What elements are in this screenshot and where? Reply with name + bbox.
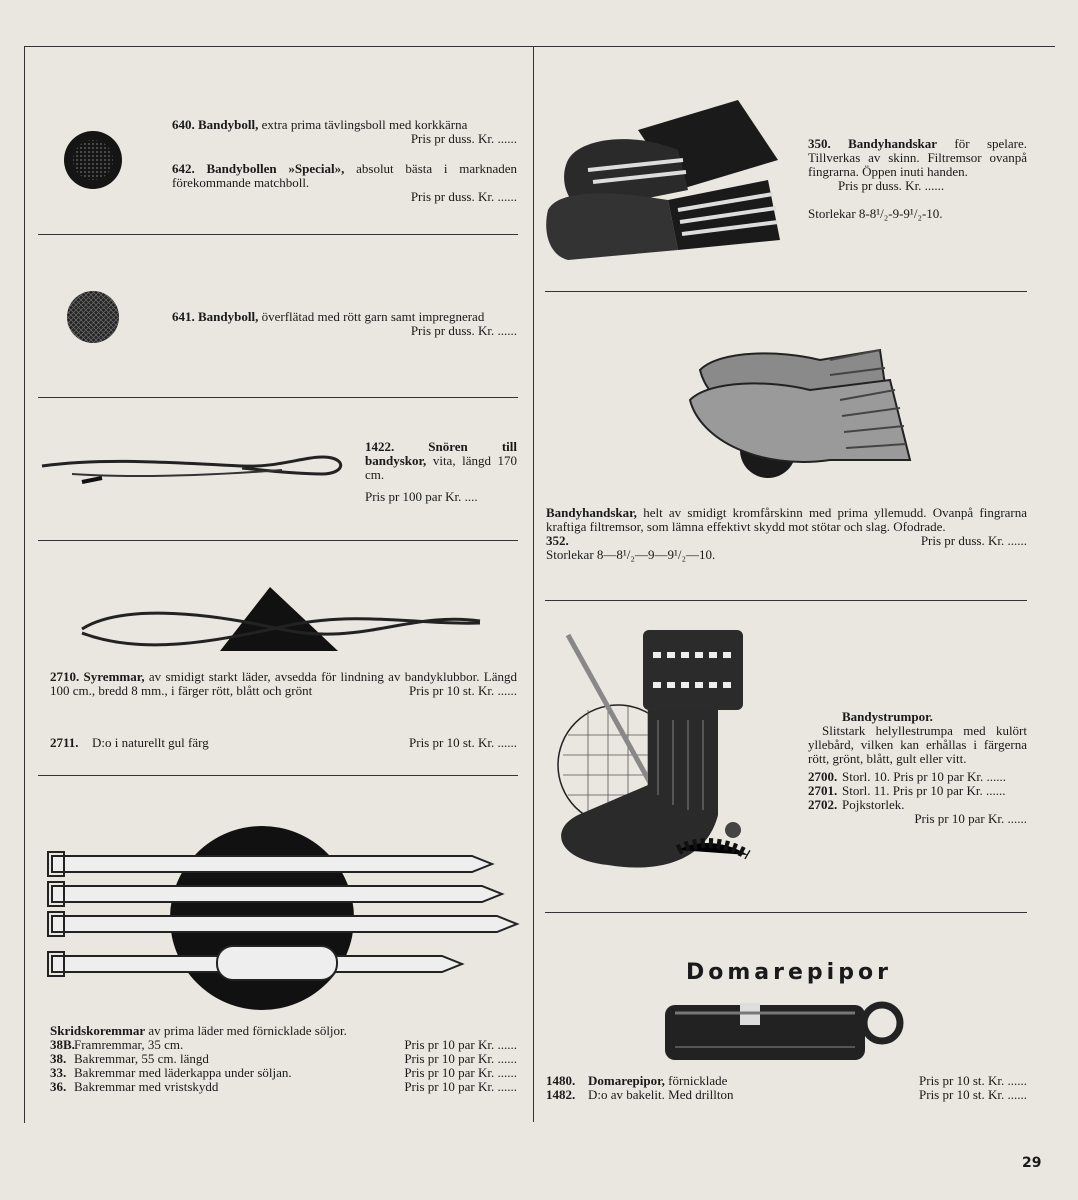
item-640: 640. Bandyboll, extra prima tävlingsboll med korkkärna Pris pr duss. Kr. ...... xyxy=(172,117,517,146)
player-gloves-illustration xyxy=(548,90,788,270)
item-1422: 1422. Snören till bandyskor, vita, längd 170 cm. Pris pr 100 par Kr. .... xyxy=(365,439,517,504)
bandy-socks-illustration xyxy=(548,625,808,885)
divider xyxy=(545,600,1027,601)
knitted-ball-illustration xyxy=(66,290,120,344)
divider xyxy=(38,540,518,541)
skate-straps-illustration xyxy=(42,820,522,1020)
item-2710: 2710. Syremmar, av smidigt starkt läder, avsedda för lindning av bandyklubbor. Längd 100 cm., bredd 8 mm., i färger rött, blått och grönt Pris pr 10 st. Kr. ...... xyxy=(50,669,517,698)
wrapping-straps-illustration xyxy=(80,585,500,655)
divider xyxy=(38,234,518,235)
item-352: Bandyhandskar, helt av smidigt kromfårskinn med prima yllemudd. Ovanpå fingrarna kraftiga filtremsor, som lämna effektivt skydd mot stötar och slag. Ofodrade. 352. Pris pr duss. Kr. ...... Storlekar 8—8¹/₂—9—9¹/₂—10. xyxy=(546,505,1028,562)
shoe-laces-illustration xyxy=(42,448,362,498)
socks-block: Bandystrumpor. Slitstark helyllestrumpa med kulört yllebård, vilken kan erhållas i färgerna rött, grönt, blått, gult eller vitt. 2700. Storl. 10. Pris pr 10 par Kr. ...... 2701. Storl. 11. Pris pr 10 par Kr. ...... 2702. Pojkstorlek. Pris pr 10 par Kr. ...... xyxy=(808,709,1027,826)
bandy-ball-illustration xyxy=(63,130,123,190)
page-number: 29 xyxy=(1022,1155,1042,1171)
skate-straps-list: Skridskoremmar av prima läder med förnicklade söljor. 38B. Framremmar, 35 cm. Pris pr 10 par Kr. ...... 38. Bakremmar, 55 cm. längd Pris pr 10 par Kr. ...... 33. Bakremmar med läderkappa under söljan. Pris pr 10 par Kr. ...... 36. Bakremmar med vristskydd Pris pr 10 par Kr. ...... xyxy=(50,1023,517,1094)
divider xyxy=(38,397,518,398)
whistles-list: 1480. Domarepipor, förnicklade Pris pr 10 st. Kr. ...... 1482. D:o av bakelit. Med drillton Pris pr 10 st. Kr. ...... xyxy=(546,1073,1027,1102)
item-642: 642. Bandybollen »Special», absolut bästa i marknaden förekommande matchboll. Pris pr duss. Kr. ...... xyxy=(172,161,518,204)
item-641: 641. Bandyboll, överflätad med rött garn samt impregnerad Pris pr duss. Kr. ...... xyxy=(172,309,517,338)
divider xyxy=(545,291,1027,292)
item-350: 350. Bandyhandskar för spelare. Tillverkas av skinn. Filtremsor ovanpå fingrarna. Öppen inuti handen. Pris pr duss. Kr. ...... Storlekar 8-8¹/₂-9-9¹/₂-10. xyxy=(808,136,1028,221)
item-2711: 2711. D:o i naturellt gul färg Pris pr 10 st. Kr. ...... xyxy=(50,735,517,750)
divider xyxy=(545,912,1027,913)
column-divider xyxy=(533,46,534,1122)
whistle-illustration xyxy=(660,995,910,1065)
whistles-heading: Domarepipor xyxy=(686,960,892,985)
leather-gloves-illustration xyxy=(680,320,920,480)
divider xyxy=(38,775,518,776)
